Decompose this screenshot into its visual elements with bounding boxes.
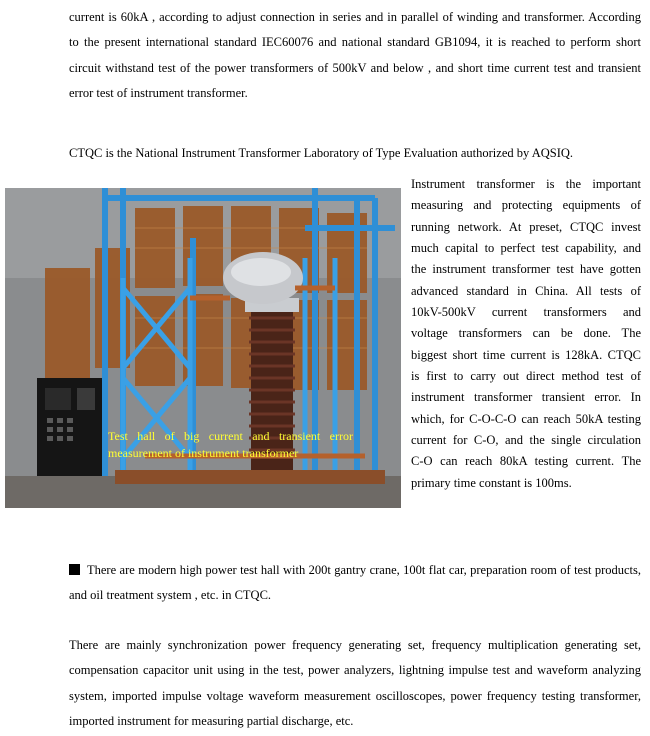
side-text-line: C-O can reach 80kA testing current. The [411,454,641,469]
side-text-line: advanced standard in China. All tests of [411,283,641,298]
side-text-line: current for C-O, and the single circulation [411,433,641,448]
intro-paragraph [69,5,641,107]
side-text-line: Instrument transformer is the important [411,177,641,191]
side-text-paragraph [411,174,641,494]
equipment-line: There are mainly synchronization power frequency generating set, frequency multiplication generating set, [69,638,641,652]
side-text-line: instrument transformer transient error. In [411,390,641,405]
photo-caption [108,428,353,462]
facilities-line: and oil treatment system , etc. in CTQC. [69,588,272,603]
side-text-line: the instrument transformer test have gotten [411,262,641,277]
equipment-line: compensation capacitor unit using in the test, power analyzers, lightning impulse test and waveform analyzing [69,663,641,678]
intro-line: to the present international standard IEC60076 and national standard GB1094, it is reached to perform short [69,35,641,50]
lab-statement-paragraph [69,141,641,166]
side-text-line: running network. At preset, CTQC invest [411,219,641,234]
square-bullet-icon [69,564,80,575]
intro-line: circuit withstand test of the power transformers of 500kV and below , and short time current test and transient [69,60,641,75]
equipment-line: system, imported impulse voltage waveform measurement oscilloscopes, power frequency testing transformer, [69,688,641,703]
side-text-line: much capital to perfect test capability, and [411,241,641,256]
side-text-line: is first to carry out direct method test of [411,369,641,384]
side-text-line: biggest short time current is 128kA. CTQC [411,347,641,362]
side-text-line: voltage transformers can be done. The [411,326,641,341]
side-text-line: which, for C-O-C-O can reach 50kA testing [411,411,641,426]
facilities-line-text: There are modern high power test hall with 200t gantry crane, 100t flat car, preparation room of test products, [87,563,641,577]
side-text-line: 10kV-500kV current transformers and [411,305,641,320]
side-text-line: primary time constant is 100ms. [411,475,572,490]
intro-line: current is 60kA , according to adjust connection in series and in parallel of winding and transformer. According [69,10,641,24]
photo-caption-line: Test hall of big current and transient error [108,429,353,443]
lab-statement: CTQC is the National Instrument Transformer Laboratory of Type Evaluation authorized by AQSIQ. [69,146,574,160]
equipment-paragraph [69,633,641,735]
facilities-line [69,558,641,583]
side-text-line: measuring and protecting equipments of [411,198,641,213]
facilities-paragraph [69,558,641,609]
photo-caption-line: measurement of instrument transformer [108,446,299,460]
intro-line: error test of instrument transformer. [69,86,248,101]
equipment-line: imported instrument for measuring partial discharge, etc. [69,714,354,729]
